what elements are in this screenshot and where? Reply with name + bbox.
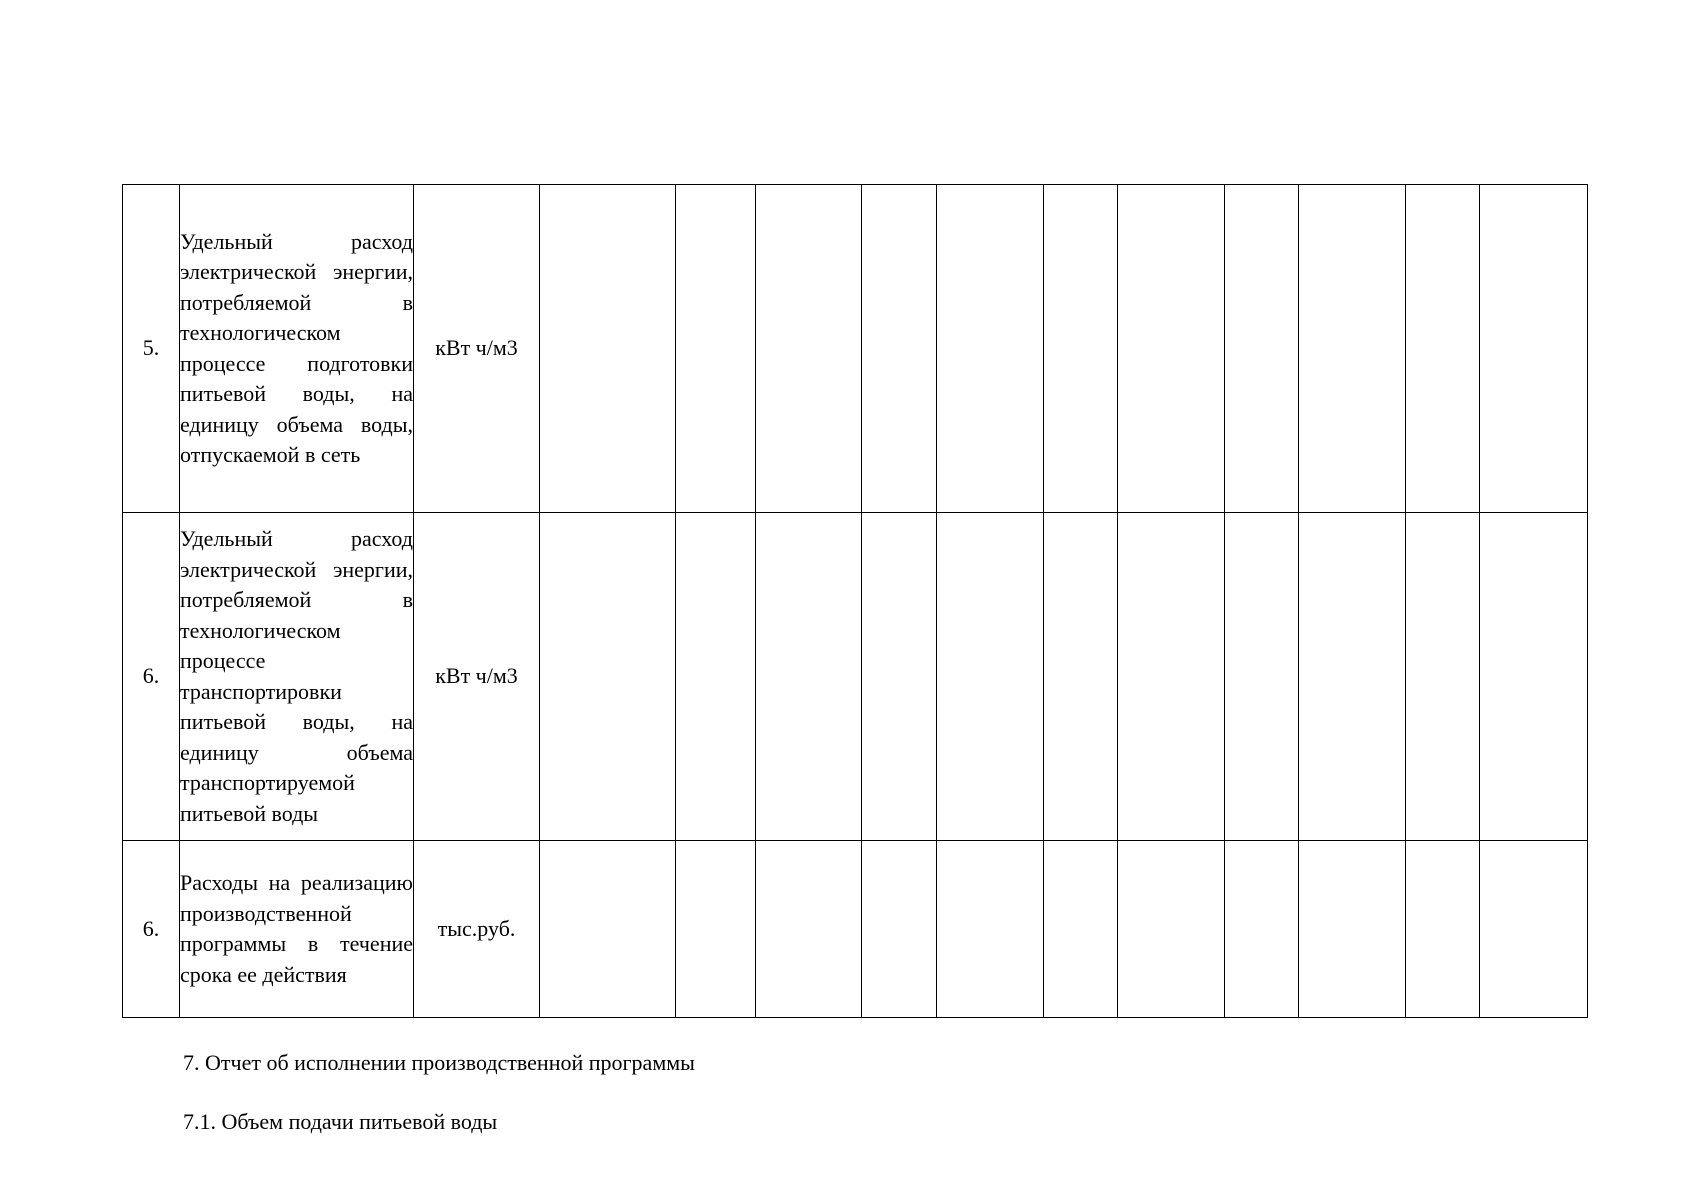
value-cell bbox=[937, 841, 1044, 1018]
value-cell bbox=[1480, 185, 1588, 513]
value-cell bbox=[540, 513, 676, 841]
value-cell bbox=[862, 185, 937, 513]
value-cell bbox=[756, 185, 862, 513]
value-cell bbox=[1118, 185, 1225, 513]
value-cell bbox=[540, 841, 676, 1018]
value-cell bbox=[1480, 513, 1588, 841]
table-row bbox=[123, 513, 1588, 841]
value-cell bbox=[1225, 841, 1299, 1018]
row-number: 6. bbox=[123, 513, 180, 841]
indicator-name: Удельный расход электрической энергии, потребляемой в технологическом процессе транспортировки питьевой воды, на единицу объема транспортируемой питьевой воды bbox=[180, 513, 414, 841]
value-cell bbox=[1406, 841, 1480, 1018]
value-cell bbox=[937, 513, 1044, 841]
value-cell bbox=[756, 513, 862, 841]
row-number: 6. bbox=[123, 841, 180, 1018]
value-cell bbox=[1299, 185, 1406, 513]
section-heading-7: 7. Отчет об исполнении производственной программы bbox=[183, 1050, 695, 1075]
value-cell bbox=[937, 185, 1044, 513]
unit-cell: кВт ч/м3 bbox=[414, 513, 540, 841]
value-cell bbox=[676, 841, 756, 1018]
value-cell bbox=[676, 513, 756, 841]
unit-cell: тыс.руб. bbox=[414, 841, 540, 1018]
value-cell bbox=[862, 841, 937, 1018]
value-cell bbox=[1480, 841, 1588, 1018]
value-cell bbox=[862, 513, 937, 841]
value-cell bbox=[1118, 841, 1225, 1018]
value-cell bbox=[1225, 185, 1299, 513]
value-cell bbox=[1225, 513, 1299, 841]
indicators-table bbox=[122, 184, 1588, 1018]
value-cell bbox=[676, 185, 756, 513]
value-cell bbox=[1118, 513, 1225, 841]
indicator-name: Удельный расход электрической энергии, потребляемой в технологическом процессе подготовки питьевой воды, на единицу объема воды, отпускаемой в сеть bbox=[180, 185, 414, 513]
section-heading-7-1: 7.1. Объем подачи питьевой воды bbox=[183, 1109, 498, 1134]
value-cell bbox=[1044, 841, 1118, 1018]
table-row bbox=[123, 841, 1588, 1018]
value-cell bbox=[1299, 513, 1406, 841]
value-cell bbox=[756, 841, 862, 1018]
value-cell bbox=[1044, 185, 1118, 513]
value-cell bbox=[1406, 185, 1480, 513]
indicator-name: Расходы на реализацию производственной программы в течение срока ее действия bbox=[180, 841, 414, 1018]
table-row bbox=[123, 185, 1588, 513]
value-cell bbox=[1406, 513, 1480, 841]
value-cell bbox=[540, 185, 676, 513]
value-cell bbox=[1299, 841, 1406, 1018]
row-number: 5. bbox=[123, 185, 180, 513]
unit-cell: кВт ч/м3 bbox=[414, 185, 540, 513]
value-cell bbox=[1044, 513, 1118, 841]
